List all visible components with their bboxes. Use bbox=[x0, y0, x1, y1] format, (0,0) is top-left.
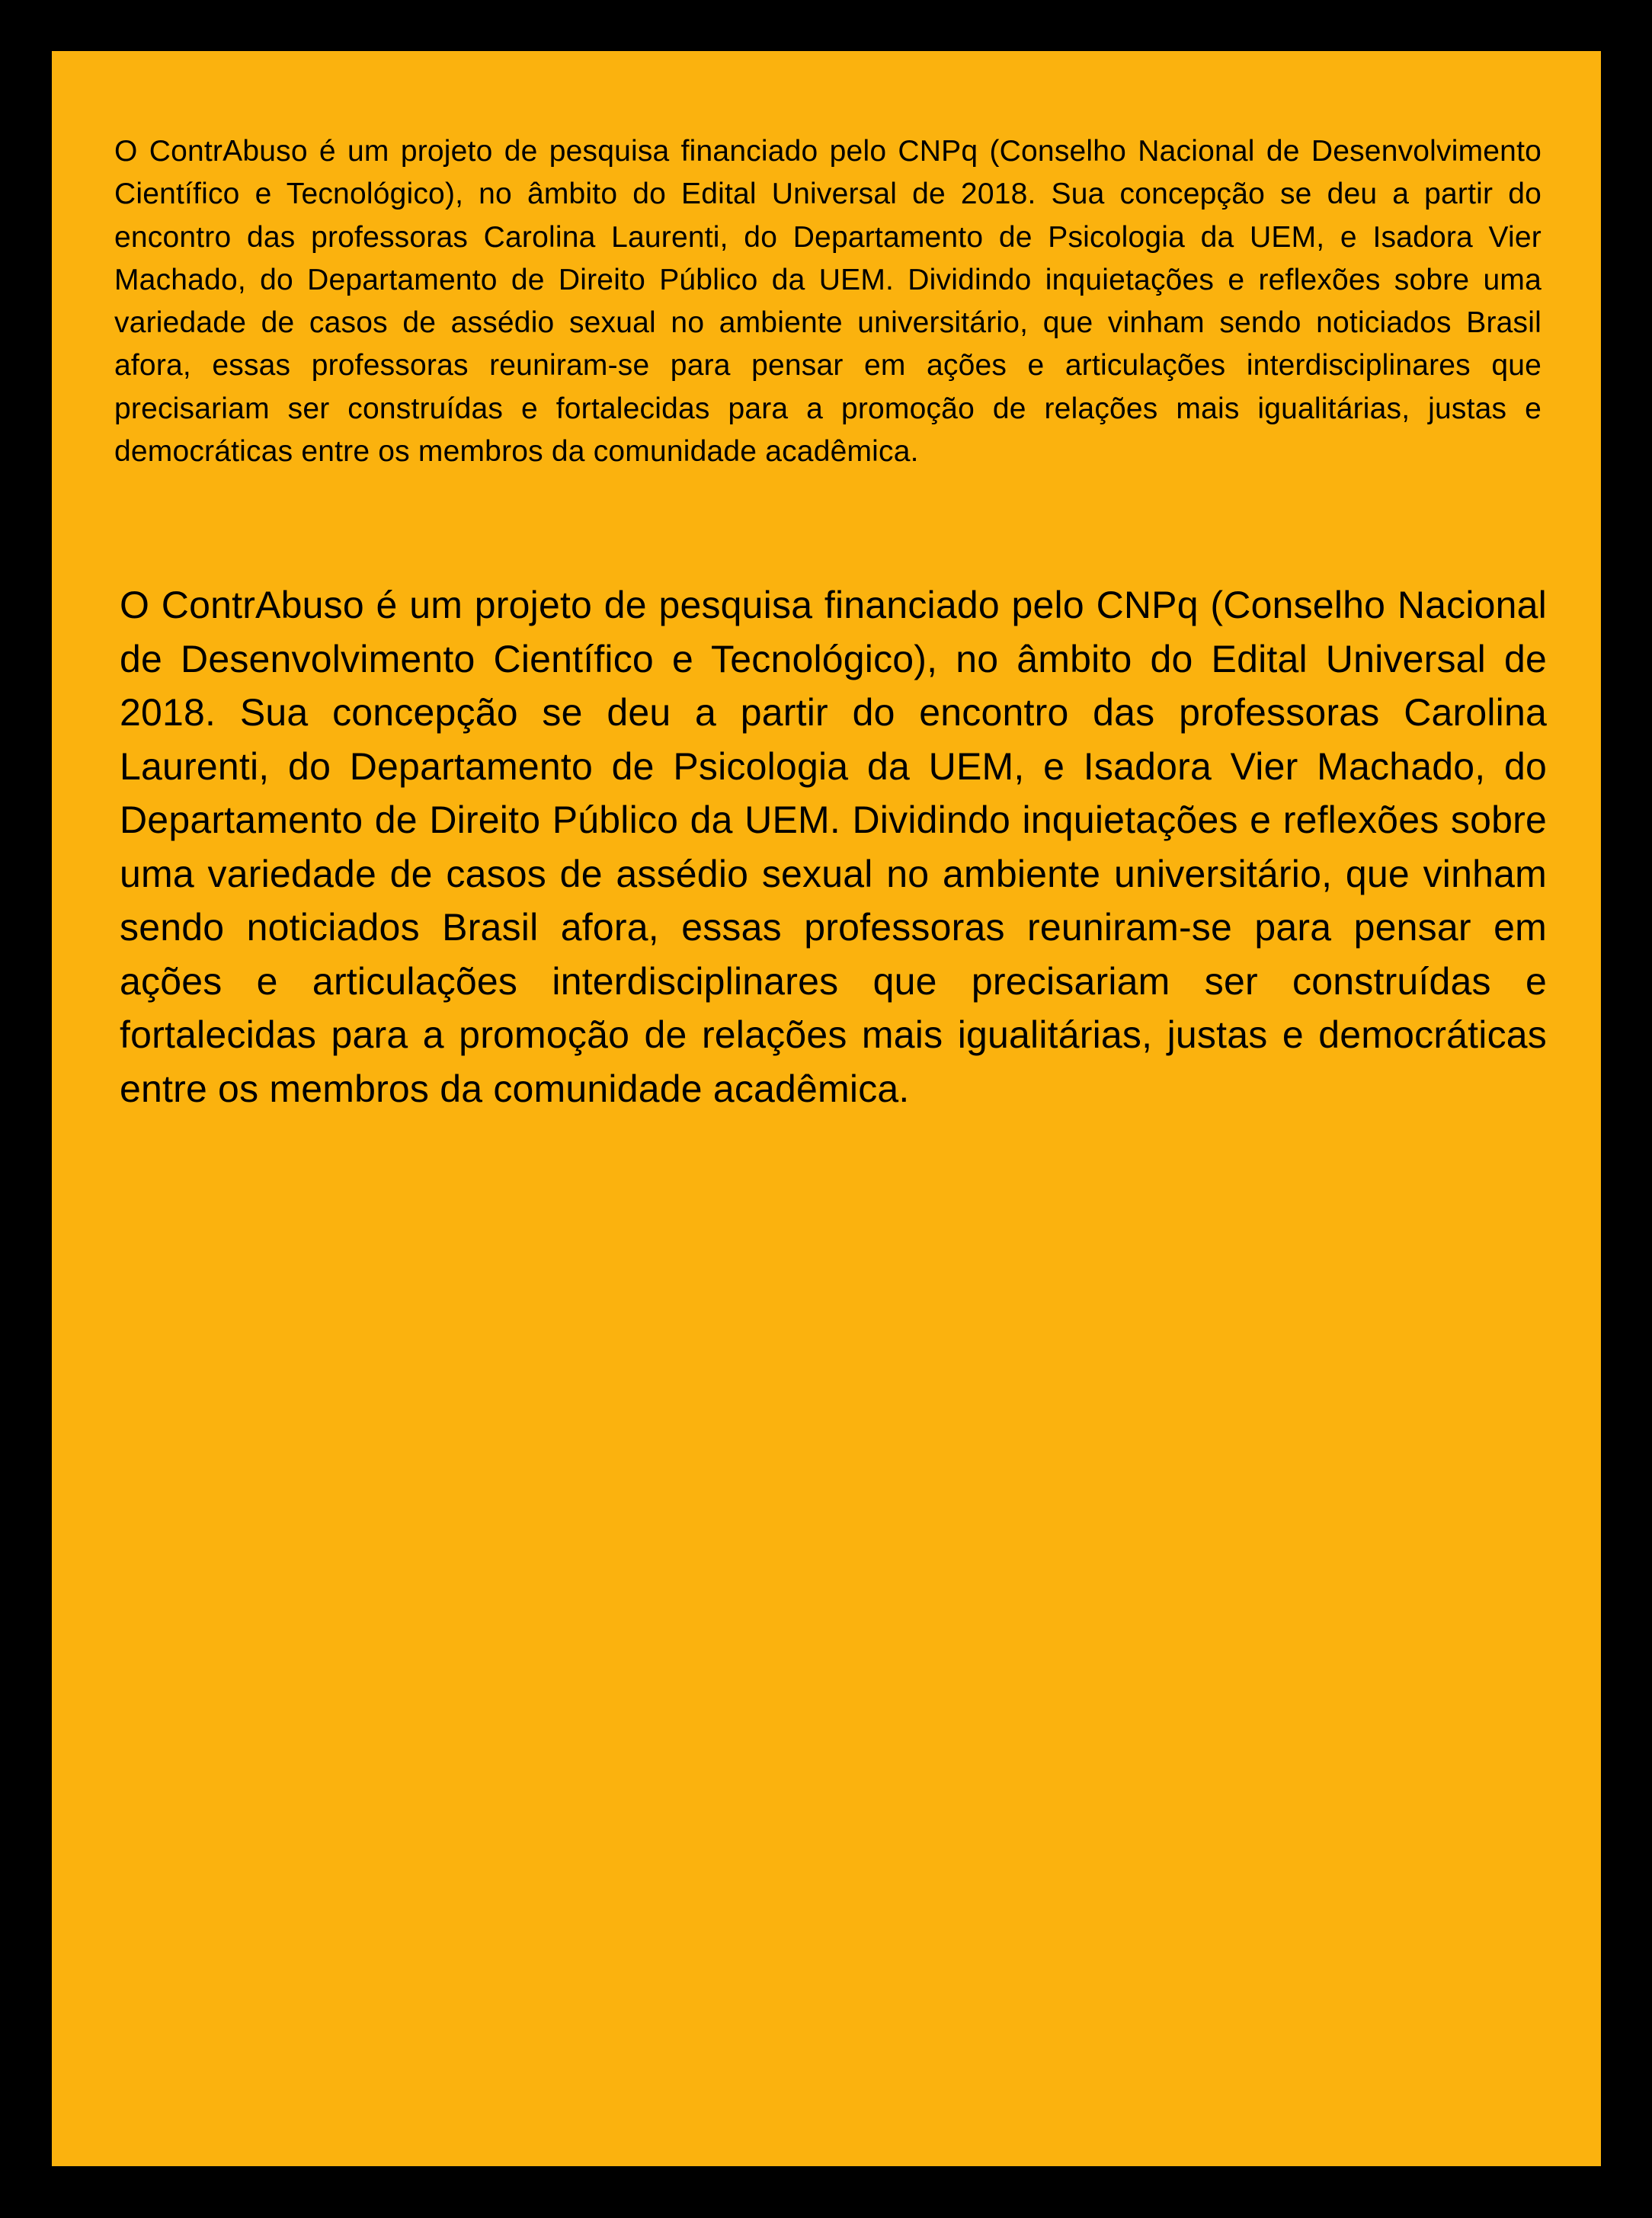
project-description-paragraph-large: O ContrAbuso é um projeto de pesquisa financiado pelo CNPq (Conselho Nacional de Desenvolvimento Científico e Tecnológico), no âmbito do Edital Universal de 2018. Sua concepção se deu a partir do encontro das professoras Carolina Laurenti, do Departamento de Psicologia da UEM, e Isadora Vier Machado, do Departamento de Direito Público da UEM. Dividindo inquietações e reflexões sobre uma variedade de casos de assédio sexual no ambiente universitário, que vinham sendo noticiados Brasil afora, essas professoras reuniram-se para pensar em ações e articulações interdisciplinares que precisariam ser construídas e fortalecidas para a promoção de relações mais igualitárias, justas e democráticas entre os membros da comunidade acadêmica. bbox=[120, 584, 1547, 1110]
project-description-paragraph-small: O ContrAbuso é um projeto de pesquisa financiado pelo CNPq (Conselho Nacional de Desenvolvimento Científico e Tecnológico), no âmbito do Edital Universal de 2018. Sua concepção se deu a partir do encontro das professoras Carolina Laurenti, do Departamento de Psicologia da UEM, e Isadora Vier Machado, do Departamento de Direito Público da UEM. Dividindo inquietações e reflexões sobre uma variedade de casos de assédio sexual no ambiente universitário, que vinham sendo noticiados Brasil afora, essas professoras reuniram-se para pensar em ações e articulações interdisciplinares que precisariam ser construídas e fortalecidas para a promoção de relações mais igualitárias, justas e democráticas entre os membros da comunidade acadêmica. bbox=[114, 135, 1542, 469]
content-panel bbox=[52, 51, 1601, 2166]
